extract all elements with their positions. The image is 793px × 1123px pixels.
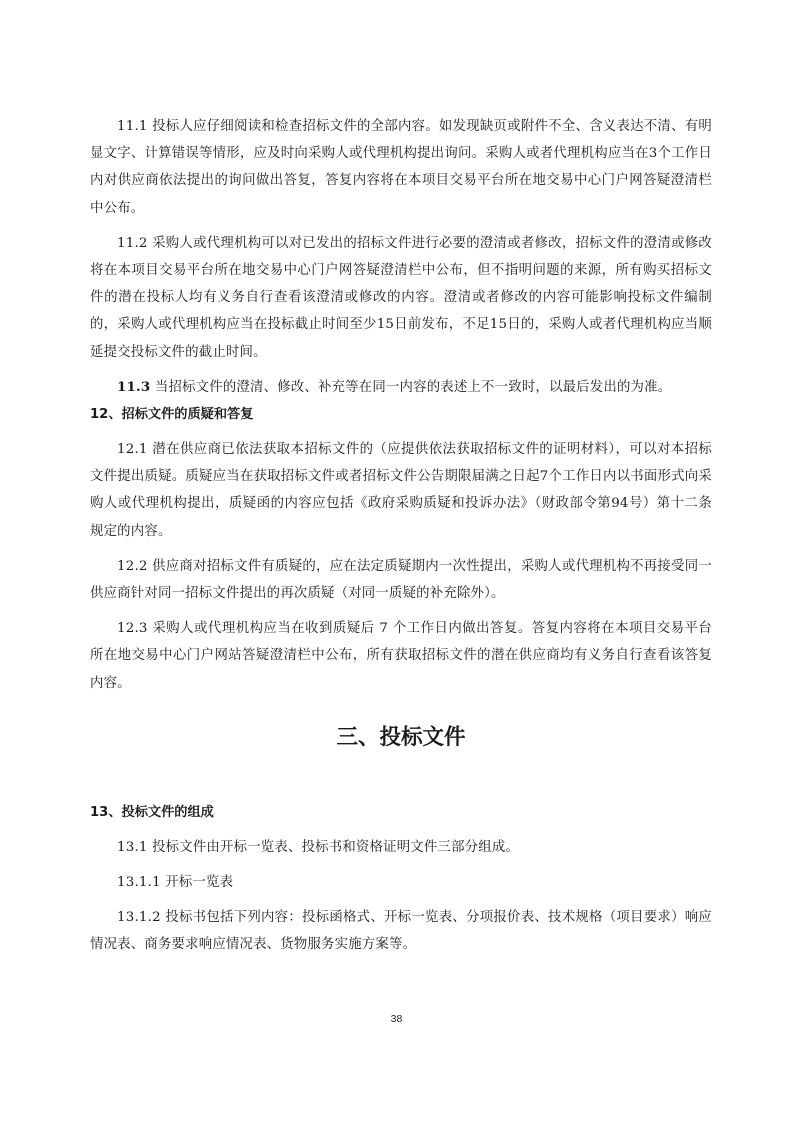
- page-content: [90, 113, 712, 959]
- paragraph-11-3: [90, 374, 712, 401]
- paragraph-11-3-number: 11.3: [117, 378, 151, 395]
- heading-13: 13、投标文件的组成: [90, 804, 214, 820]
- section-title: 三、投标文件: [336, 724, 466, 750]
- paragraph-11-3-text: 当招标文件的澄清、修改、补充等在同一内容的表述上不一致时，以最后发出的为准。: [150, 379, 672, 395]
- paragraph-12-2: 12.2 供应商对招标文件有质疑的，应在法定质疑期内一次性提出，采购人或代理机构不再接受同一供应商针对同一招标文件提出的再次质疑（对同一质疑的补充除外）。: [90, 558, 712, 602]
- paragraph-11-1: 11.1 投标人应仔细阅读和检查招标文件的全部内容。如发现缺页或附件不全、含义表达不清、有明显文字、计算错误等情形，应及时向采购人或代理机构提出询问。采购人或者代理机构应当在3个工作日内对供应商依法提出的询问做出答复，答复内容将在本项目交易平台所在地交易中心门户网答疑澄清栏中公布。: [90, 119, 712, 216]
- heading-12: 12、招标文件的质疑和答复: [90, 407, 254, 423]
- page-number: 38: [390, 1013, 403, 1025]
- paragraph-13-1-1: 13.1.1 开标一览表: [117, 875, 234, 891]
- paragraph-13-1-2: 13.1.2 投标书包括下列内容：投标函格式、开标一览表、分项报价表、技术规格（项目要求）响应情况表、商务要求响应情况表、货物服务实施方案等。: [90, 910, 712, 953]
- paragraph-12-1: 12.1 潜在供应商已依法获取本招标文件的（应提供依法获取招标文件的证明材料），可以对本招标文件提出质疑。质疑应当在获取招标文件或者招标文件公告期限届满之日起7个工作日内以书面形式向采购人或代理机构提出，质疑函的内容应包括《政府采购质疑和投诉办法》（财政部令第94号）第十二条规定的内容。: [90, 442, 712, 539]
- paragraph-13-1: 13.1 投标文件由开标一览表、投标书和资格证明文件三部分组成。: [117, 839, 520, 855]
- paragraph-12-3: 12.3 采购人或代理机构应当在收到质疑后 7 个工作日内做出答复。答复内容将在本项目交易平台所在地交易中心门户网站答疑澄清栏中公布，所有获取招标文件的潜在供应商均有义务自行查看该答复内容。: [90, 621, 712, 691]
- paragraph-11-2: 11.2 采购人或代理机构可以对已发出的招标文件进行必要的澄清或者修改，招标文件的澄清或修改将在本项目交易平台所在地交易中心门户网答疑澄清栏中公布，但不指明问题的来源，所有购买招标文件的潜在投标人均有义务自行查看该澄清或修改的内容。澄清或者修改的内容可能影响投标文件编制的，采购人或代理机构应当在投标截止时间至少15日前发布，不足15日的，采购人或者代理机构应当顺延提交投标文件的截止时间。: [90, 235, 712, 360]
